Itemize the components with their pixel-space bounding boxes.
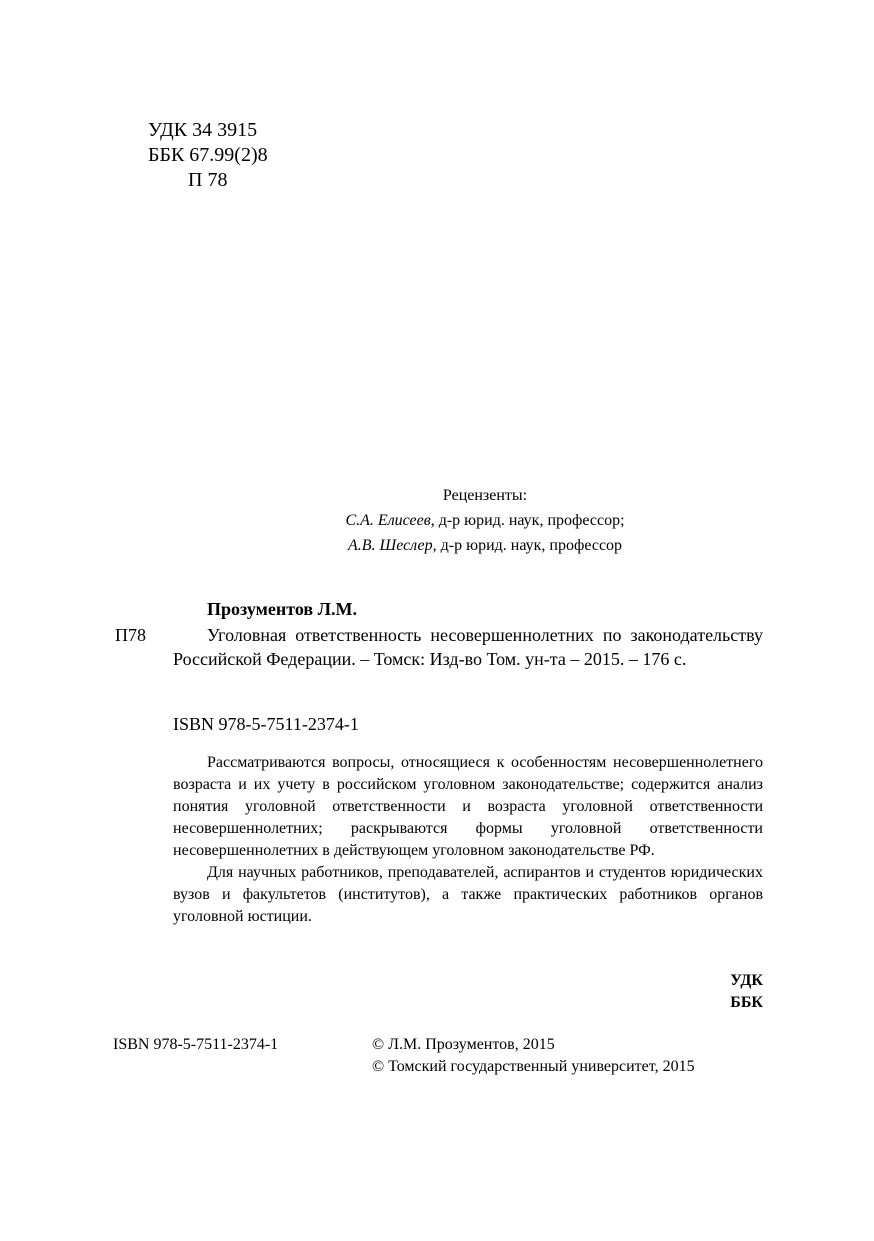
annotation-paragraph-1: Рассматриваются вопросы, относящиеся к особенностям несовершеннолетнего возраста и их учету в российском уголовном законодательстве; содержится анализ понятия уголовной ответственности и возраста уголовной ответственности несовершеннолетних; раскрываются формы уголовной ответственности несовершеннолетних в действующем уголовном законодательстве РФ. bbox=[173, 754, 763, 859]
reviewer-2-name: А.В. Шеслер bbox=[347, 537, 433, 554]
bbk-code: ББК 67.99(2)8 bbox=[148, 144, 268, 166]
footer-isbn: ISBN 978-5-7511-2374-1 bbox=[113, 1036, 279, 1053]
classification-block bbox=[148, 118, 268, 193]
author-mark: П 78 bbox=[188, 169, 228, 191]
reviewers-block bbox=[250, 483, 720, 558]
annotation bbox=[173, 752, 763, 928]
codes-right-bbk: ББК bbox=[730, 994, 763, 1011]
record-code: П78 bbox=[115, 625, 146, 645]
reviewer-2 bbox=[250, 533, 720, 558]
record-isbn: ISBN 978-5-7511-2374-1 bbox=[173, 714, 359, 734]
record-author: Прозументов Л.М. bbox=[207, 599, 358, 619]
copyright-author: © Л.М. Прозументов, 2015 bbox=[372, 1036, 555, 1053]
copyright-university: © Томский государственный университет, 2015 bbox=[372, 1058, 695, 1075]
annotation-paragraph-2: Для научных работников, преподавателей, аспирантов и студентов юридических вузов и факультетов (институтов), а также практических работников органов уголовной юстиции. bbox=[173, 864, 763, 925]
record-description: Уголовная ответственность несовершеннолетних по законодательству Российской Федерации. – Томск: Изд-во Том. ун-та – 2015. – 176 с. bbox=[173, 625, 763, 669]
copyright-block bbox=[372, 1034, 695, 1078]
codes-right bbox=[600, 970, 763, 1014]
udk-code: УДК 34 3915 bbox=[148, 119, 258, 141]
reviewer-1-name: С.А. Елисеев bbox=[345, 512, 431, 529]
reviewer-1-credentials: , д-р юрид. наук, профессор; bbox=[430, 512, 625, 529]
reviewer-1 bbox=[250, 508, 720, 533]
codes-right-udk: УДК bbox=[730, 972, 763, 989]
reviewers-heading: Рецензенты: bbox=[442, 487, 528, 504]
reviewer-2-credentials: , д-р юрид. наук, профессор bbox=[432, 537, 623, 554]
